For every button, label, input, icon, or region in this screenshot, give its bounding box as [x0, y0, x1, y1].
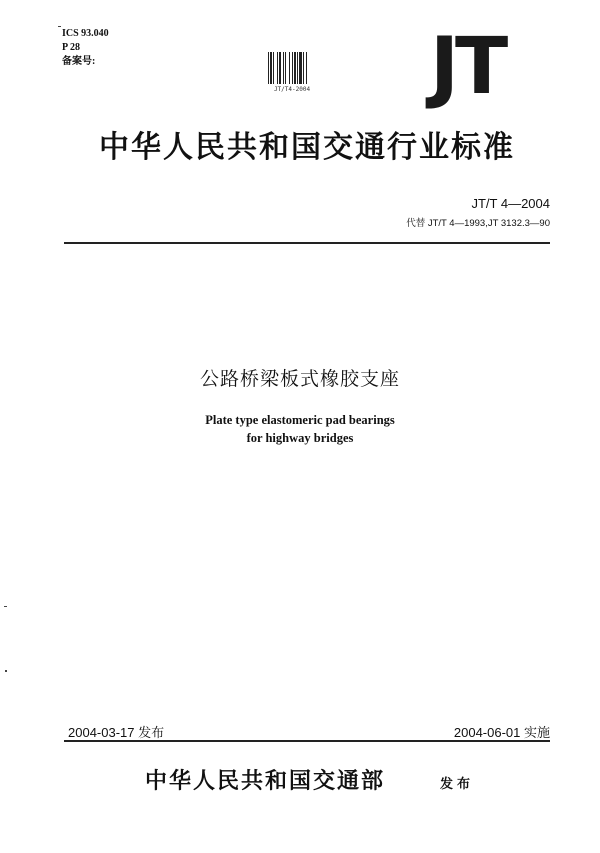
barcode-caption: JT/T4-2004 — [273, 86, 311, 93]
record-number-label: 备案号: — [62, 56, 96, 67]
header-divider — [64, 242, 550, 244]
document-title-en-line1: Plate type elastomeric pad bearings — [205, 413, 395, 427]
publisher-name: 中华人民共和国交通部 — [145, 769, 386, 794]
barcode-bar — [307, 52, 308, 84]
document-title-cn: 公路桥梁板式橡胶支座 — [199, 368, 400, 390]
ccs-code: P 28 — [62, 42, 81, 53]
implementation-date: 2004-06-01 实施 — [453, 725, 550, 740]
standard-category-title: 中华人民共和国交通行业标准 — [99, 130, 515, 165]
jt-logo: JT — [430, 22, 505, 112]
scan-speck — [5, 670, 7, 672]
ics-code: ICS 93.040 — [62, 28, 109, 39]
issue-date: 2004-03-17 发布 — [68, 725, 165, 740]
barcode — [268, 52, 314, 84]
document-title-en-line2: for highway bridges — [246, 431, 354, 445]
footer-divider — [64, 740, 550, 742]
publish-label: 发布 — [440, 777, 475, 792]
scan-speck — [58, 26, 61, 27]
standard-replaces: 代替 JT/T 4—1993,JT 3132.3—90 — [406, 218, 550, 229]
standard-number: JT/T 4—2004 — [471, 196, 550, 211]
scan-speck — [4, 606, 7, 607]
